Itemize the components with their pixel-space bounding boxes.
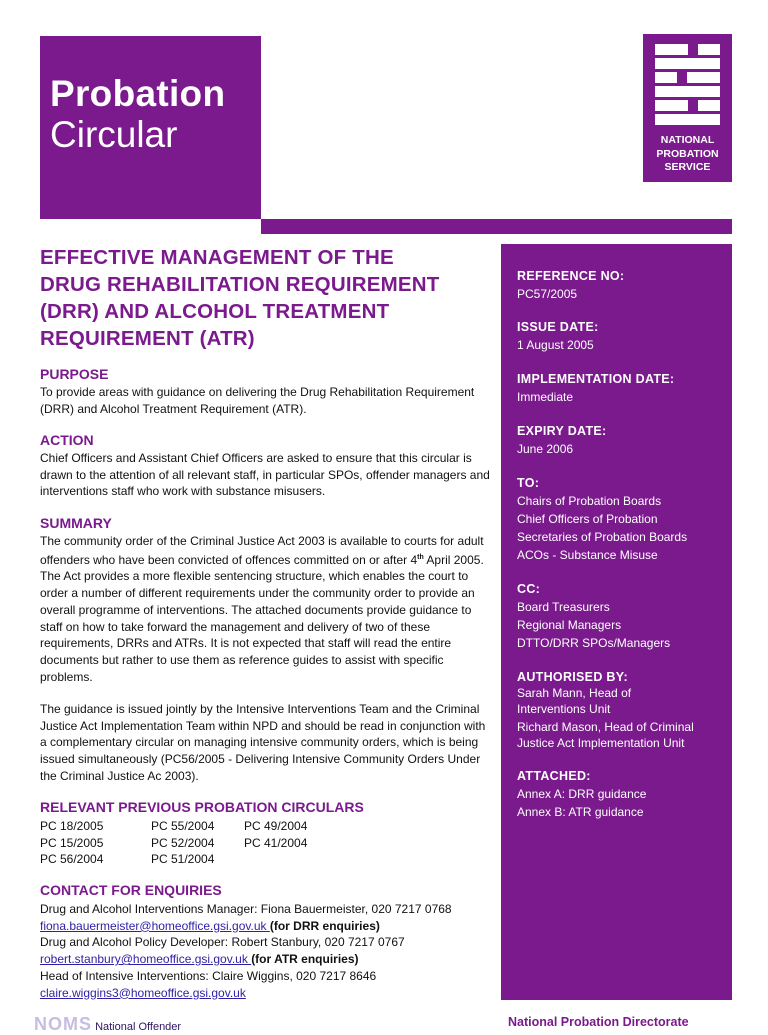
noms-footer-logo (34, 1014, 181, 1035)
circular-title-banner (40, 36, 261, 219)
authoriser-line: Sarah Mann, Head of (517, 686, 632, 700)
logo-text: NATIONAL PROBATION SERVICE (656, 134, 719, 173)
noms-mark: NOMS (34, 1014, 92, 1034)
purpose-heading: PURPOSE (40, 366, 109, 382)
banner-title-probation: Probation (50, 73, 226, 114)
attachment-item: Annex B: ATR guidance (517, 805, 644, 819)
reference-label: REFERENCE NO: (517, 269, 625, 283)
national-probation-service-logo (643, 34, 732, 182)
header-divider-band (261, 219, 732, 234)
circular-ref: PC 18/2005 (40, 819, 104, 833)
circular-ref: PC 51/2004 (151, 852, 215, 867)
implementation-date-label: IMPLEMENTATION DATE: (517, 372, 675, 386)
recipient: Chairs of Probation Boards (517, 494, 662, 508)
contact-heading: CONTACT FOR ENQUIRIES (40, 882, 222, 898)
attached-label: ATTACHED: (517, 769, 591, 783)
circular-ref: PC 52/2004 (151, 835, 215, 850)
cc-recipient: Regional Managers (517, 618, 622, 632)
contact-line: Head of Intensive Interventions: Claire Wiggins, 020 7217 8646 (40, 968, 377, 983)
issue-date-label: ISSUE DATE: (517, 320, 599, 334)
document-heading: EFFECTIVE MANAGEMENT OF THE DRUG REHABILITATION REQUIREMENT (DRR) AND ALCOHOL TREATMENT REQUIREMENT (ATR) (40, 246, 440, 350)
purpose-text: To provide areas with guidance on delivering the Drug Rehabilitation Requirement (DRR) and Alcohol Treatment Requirement (ATR). (40, 385, 475, 416)
banner-title-circular: Circular (50, 114, 178, 155)
authoriser-line: Interventions Unit (517, 701, 611, 716)
directorate-footer-text: National Probation Directorate (508, 1015, 689, 1029)
circular-ref: PC 41/2004 (244, 835, 308, 850)
enquiry-note: (for DRR enquiries) (269, 918, 380, 933)
previous-circulars-heading: RELEVANT PREVIOUS PROBATION CIRCULARS (40, 799, 364, 815)
action-text: Chief Officers and Assistant Chief Officers are asked to ensure that this circular is drawn to the attention of all relevant staff, in particular SPOs, offender managers and interventions staff who work with substance misusers. (40, 451, 490, 499)
noms-text: National Offender (95, 1021, 182, 1033)
cc-recipient: Board Treasurers (517, 600, 610, 614)
authoriser-line: Justice Act Implementation Unit (517, 735, 685, 750)
email-link[interactable]: claire.wiggins3@homeoffice.gsi.gov.uk (40, 985, 246, 1000)
recipient: Chief Officers of Probation (517, 512, 658, 526)
reference-value: PC57/2005 (517, 287, 578, 301)
email-link[interactable]: robert.stanbury@homeoffice.gsi.gov.uk (40, 952, 252, 967)
summary-paragraph-2: The guidance is issued jointly by the Intensive Interventions Team and the Criminal Justice Act Implementation Team within NPD and should be read in conjunction with a complementary circular on managing intensive community orders, which is being issued simultaneously (PC56/2005 - Delivering Intensive Community Orders Under the Criminal Justice Ac 2003). (40, 702, 486, 783)
cc-label: CC: (517, 582, 541, 596)
authoriser-line: Richard Mason, Head of Criminal (517, 720, 694, 734)
circular-ref: PC 56/2004 (40, 852, 104, 867)
implementation-date-value: Immediate (517, 390, 574, 404)
circular-details-sidebar (501, 244, 732, 1000)
circular-ref: PC 49/2004 (244, 819, 308, 833)
authorised-by-label: AUTHORISED BY: (517, 670, 628, 684)
expiry-date-value: June 2006 (517, 442, 574, 456)
summary-heading: SUMMARY (40, 515, 112, 531)
cc-recipient: DTTO/DRR SPOs/Managers (517, 636, 671, 650)
issue-date-value: 1 August 2005 (517, 338, 594, 352)
enquiry-note: (for ATR enquiries) (251, 952, 359, 967)
contact-line: Drug and Alcohol Interventions Manager: Fiona Bauermeister, 020 7217 0768 (40, 902, 452, 916)
circular-ref: PC 15/2005 (40, 835, 104, 850)
to-label: TO: (517, 476, 540, 490)
recipient: ACOs - Substance Misuse (517, 548, 658, 562)
contact-list (40, 901, 495, 1001)
email-link[interactable]: fiona.bauermeister@homeoffice.gsi.gov.uk (40, 918, 270, 933)
recipient: Secretaries of Probation Boards (517, 530, 688, 544)
summary-paragraph-1: The community order of the Criminal Justice Act 2003 is available to courts for adult offenders who have been convicted of offences committed on or after 4th April 2005. The Act provides a more flexible sentencing structure, which enables the court to order a number of different requirements under the community order to provide an overall programme of interventions. The attached documents provide guidance to staff on how to take forward the management and delivery of two of these requirements, DRRs and ATRs. It is not expected that staff will read the entire documents but rather to use them as reference guides to assist with specific problems. (40, 534, 484, 684)
attachment-item: Annex A: DRR guidance (517, 787, 647, 801)
action-heading: ACTION (40, 432, 94, 448)
circular-ref: PC 55/2004 (151, 819, 215, 833)
contact-line: Drug and Alcohol Policy Developer: Robert Stanbury, 020 7217 0767 (40, 935, 405, 950)
expiry-date-label: EXPIRY DATE: (517, 424, 607, 438)
